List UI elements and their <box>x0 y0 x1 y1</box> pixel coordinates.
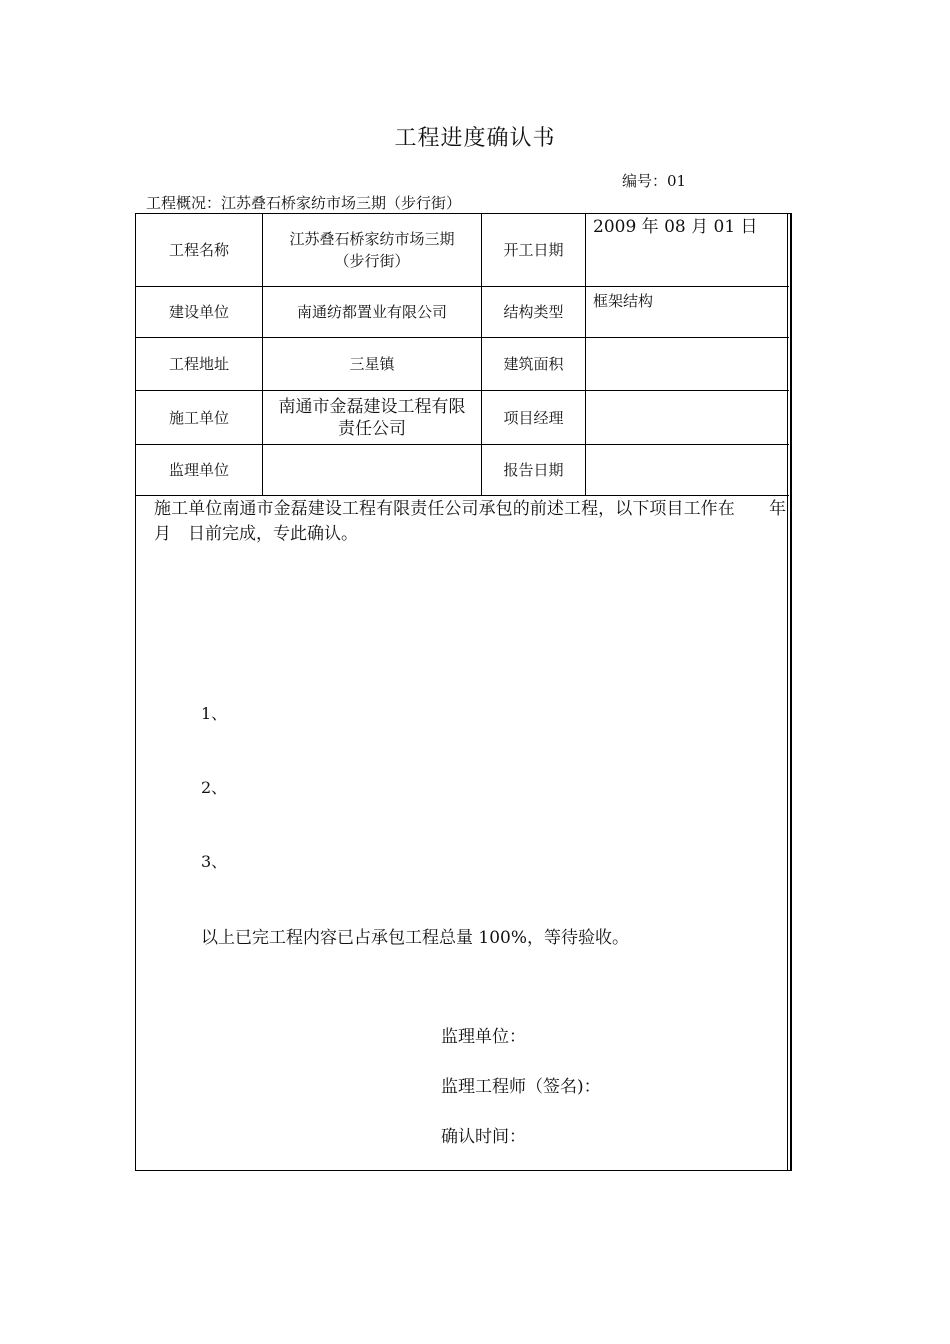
label-supervision-unit: 监理单位 <box>168 461 229 479</box>
confirmation-statement: 施工单位南通市金磊建设工程有限责任公司承包的前述工程，以下项目工作在 年 月 日前完成，专此确认。 <box>154 499 803 544</box>
value-report-date <box>586 445 789 495</box>
value-contractor: 南通市金磊建设工程有限责任公司 <box>278 396 466 439</box>
label-developer: 建设单位 <box>168 303 229 321</box>
label-structure-type: 结构类型 <box>503 303 564 321</box>
document-title: 工程进度确认书 <box>394 126 556 151</box>
label-start-date: 开工日期 <box>503 241 564 259</box>
label-project-name: 工程名称 <box>168 241 229 259</box>
value-building-area <box>586 338 789 390</box>
label-contractor: 施工单位 <box>168 408 229 427</box>
value-project-address: 三星镇 <box>349 355 395 373</box>
value-project-manager <box>586 391 789 444</box>
confirm-time-label: 确认时间： <box>441 1127 526 1147</box>
value-start-date: 2009 年 08 月 01 日 <box>593 217 758 237</box>
supervisor-unit-label: 监理单位： <box>441 1027 526 1047</box>
document-number: 编号：01 <box>622 172 687 190</box>
work-item-2: 2、 <box>201 778 228 797</box>
label-building-area: 建筑面积 <box>503 355 564 373</box>
label-project-manager: 项目经理 <box>503 408 564 427</box>
grid-line <box>136 495 789 496</box>
work-item-3: 3、 <box>201 852 228 871</box>
completion-summary: 以上已完工程内容已占承包工程总量 100%，等待验收。 <box>201 928 630 948</box>
label-project-address: 工程地址 <box>168 355 229 373</box>
value-project-name: 江苏叠石桥家纺市场三期（步行街） <box>289 230 455 270</box>
supervisor-engineer-signature-label: 监理工程师（签名)： <box>441 1077 601 1097</box>
project-overview: 工程概况：江苏叠石桥家纺市场三期（步行街） <box>146 194 462 212</box>
value-developer: 南通纺都置业有限公司 <box>296 303 447 321</box>
label-report-date: 报告日期 <box>503 461 564 479</box>
value-supervision-unit <box>263 445 481 495</box>
work-item-1: 1、 <box>201 704 228 723</box>
confirmation-form <box>135 213 803 1171</box>
value-structure-type: 框架结构 <box>593 292 654 310</box>
